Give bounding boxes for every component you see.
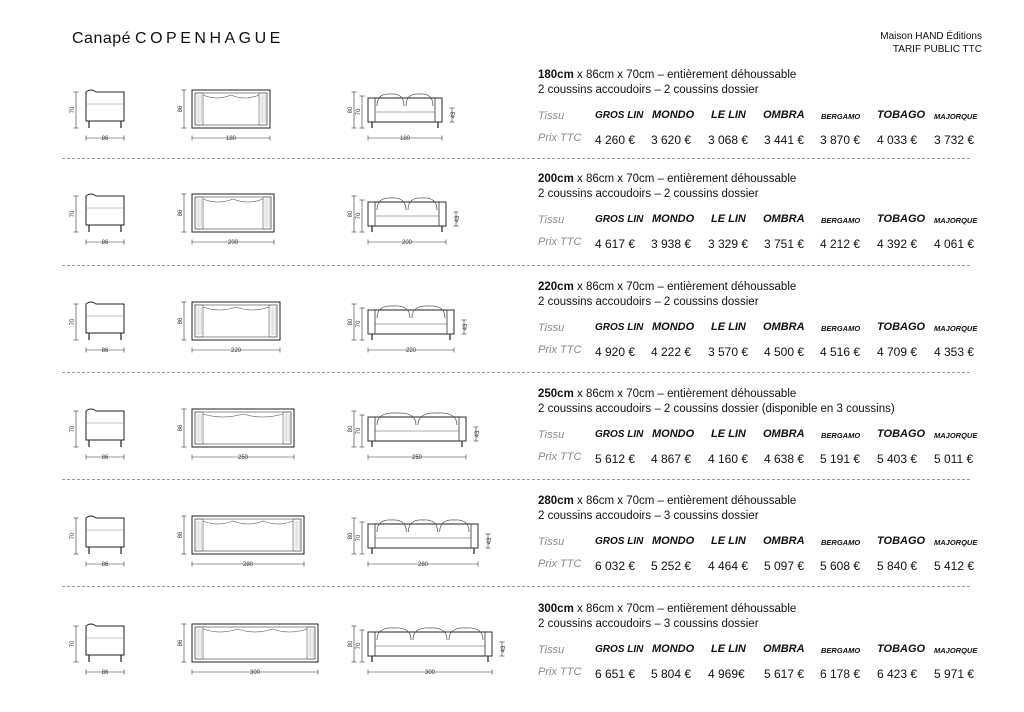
front-width-label: 220 (405, 348, 417, 354)
fabric-name: OMBRA (763, 428, 805, 440)
fabric-name: OMBRA (763, 643, 805, 655)
technical-drawings (62, 602, 532, 682)
model-dimensions (538, 172, 978, 187)
page-title (72, 30, 284, 48)
front-seat-height-label: 70 (356, 320, 362, 328)
side-height-label: 70 (70, 318, 76, 326)
price-value: 5 608 € (820, 559, 861, 573)
side-width-label: 86 (101, 240, 109, 246)
price-value: 3 570 € (708, 345, 749, 359)
fabric-name: GROS LIN (595, 110, 644, 121)
top-width-label: 200 (227, 240, 239, 246)
price-row (538, 554, 978, 576)
price-row-label: Prix TTC (538, 132, 582, 144)
model-info (538, 387, 978, 466)
tariff-label: TARIF PUBLIC TTC (892, 44, 982, 55)
fabric-name: GROS LIN (595, 429, 644, 440)
price-value: 3 620 € (651, 133, 692, 147)
fabric-header-row (538, 106, 978, 128)
price-value: 5 412 € (934, 559, 975, 573)
fabric-name: GROS LIN (595, 214, 644, 225)
price-row-label: Prix TTC (538, 666, 582, 678)
price-value: 4 464 € (708, 559, 749, 573)
top-view-drawing (178, 194, 274, 246)
price-row (538, 447, 978, 469)
price-row-label: Prix TTC (538, 236, 582, 248)
price-value: 6 651 € (595, 667, 636, 681)
price-table (538, 532, 978, 576)
price-value: 5 971 € (934, 667, 975, 681)
fabric-name: MAJORQUE (934, 216, 978, 225)
fabric-name: TOBAGO (877, 643, 926, 655)
front-seat-height-label: 70 (356, 642, 362, 650)
fabric-name: BERGAMO (821, 431, 861, 440)
price-value: 5 097 € (764, 559, 805, 573)
price-table (538, 425, 978, 469)
price-value: 4 500 € (764, 345, 805, 359)
model-dimensions (538, 494, 978, 509)
front-width-label: 180 (399, 136, 411, 142)
section-divider (62, 372, 970, 373)
fabric-name: LE LIN (711, 535, 746, 547)
fabric-name: OMBRA (763, 535, 805, 547)
fabric-name: GROS LIN (595, 322, 644, 333)
fabric-name: GROS LIN (595, 536, 644, 547)
fabric-header-row (538, 425, 978, 447)
price-value: 3 068 € (708, 133, 749, 147)
front-width-label: 200 (401, 240, 413, 246)
fabric-header-row (538, 210, 978, 232)
model-dimensions-rest: x 86cm x 70cm – entièrement déhoussable (573, 69, 797, 81)
fabric-name: OMBRA (763, 213, 805, 225)
side-height-label: 70 (70, 106, 76, 114)
fabric-name: MAJORQUE (934, 324, 978, 333)
fabric-row-label: Tissu (538, 214, 565, 226)
top-depth-label: 86 (178, 424, 184, 432)
price-value: 4 353 € (934, 345, 975, 359)
price-value: 6 423 € (877, 667, 918, 681)
front-width-label: 300 (424, 670, 436, 676)
front-height-label: 80 (348, 318, 354, 326)
price-value: 3 870 € (820, 133, 861, 147)
fabric-name: LE LIN (711, 428, 746, 440)
model-dimensions-rest: x 86cm x 70cm – entièrement déhoussable (573, 173, 797, 185)
technical-drawings (62, 280, 532, 360)
model-cushions: 2 coussins accoudoirs – 2 coussins dossier (538, 84, 759, 96)
fabric-name: BERGAMO (821, 646, 861, 655)
model-cushions: 2 coussins accoudoirs – 3 coussins dossier (538, 510, 759, 522)
side-view-drawing (70, 90, 124, 142)
front-seat-height-label: 70 (356, 534, 362, 542)
front-seat-height-label: 70 (356, 108, 362, 116)
model-info (538, 68, 978, 147)
model-dimensions-rest: x 86cm x 70cm – entièrement déhoussable (573, 388, 797, 400)
price-value: 3 329 € (708, 237, 749, 251)
front-seat-height-label: 70 (356, 427, 362, 435)
front-seat-depth-label: 43 (463, 323, 469, 331)
top-depth-label: 86 (178, 531, 184, 539)
model-cushions: 2 coussins accoudoirs – 2 coussins dossier (disponible en 3 coussins) (538, 403, 895, 415)
price-value: 5 617 € (764, 667, 805, 681)
front-view-drawing (348, 304, 469, 354)
model-length: 280cm (538, 495, 574, 507)
fabric-name: TOBAGO (877, 428, 926, 440)
fabric-name: LE LIN (711, 643, 746, 655)
section-divider (62, 479, 970, 480)
fabric-name: MAJORQUE (934, 112, 978, 121)
side-view-drawing (70, 194, 124, 246)
front-seat-depth-label: 43 (451, 111, 457, 119)
top-width-label: 300 (249, 670, 261, 676)
front-height-label: 80 (348, 210, 354, 218)
side-view-drawing (70, 624, 124, 676)
side-width-label: 86 (101, 136, 109, 142)
fabric-name: BERGAMO (821, 112, 861, 121)
top-depth-label: 86 (178, 209, 184, 217)
side-width-label: 86 (101, 562, 109, 568)
price-value: 4 061 € (934, 237, 975, 251)
model-length: 200cm (538, 173, 574, 185)
front-seat-height-label: 70 (356, 212, 362, 220)
front-height-label: 80 (348, 106, 354, 114)
front-seat-depth-label: 43 (501, 645, 507, 653)
technical-drawings (62, 387, 532, 467)
price-value: 4 920 € (595, 345, 636, 359)
model-length: 300cm (538, 603, 574, 615)
fabric-name: TOBAGO (877, 535, 926, 547)
side-width-label: 86 (101, 670, 109, 676)
fabric-name: MAJORQUE (934, 538, 978, 547)
fabric-name: TOBAGO (877, 109, 926, 121)
fabric-name: MAJORQUE (934, 646, 978, 655)
front-height-label: 80 (348, 640, 354, 648)
model-dimensions-rest: x 86cm x 70cm – entièrement déhoussable (573, 281, 797, 293)
model-cushions: 2 coussins accoudoirs – 2 coussins dossier (538, 296, 759, 308)
price-value: 6 032 € (595, 559, 636, 573)
price-value: 5 804 € (651, 667, 692, 681)
front-view-drawing (348, 92, 457, 142)
front-seat-depth-label: 43 (475, 430, 481, 438)
fabric-name: OMBRA (763, 321, 805, 333)
fabric-name: MONDO (652, 428, 695, 440)
side-width-label: 86 (101, 348, 109, 354)
price-row-label: Prix TTC (538, 451, 582, 463)
price-value: 6 178 € (820, 667, 861, 681)
price-value: 5 403 € (877, 452, 918, 466)
fabric-name: LE LIN (711, 213, 746, 225)
fabric-name: MONDO (652, 535, 695, 547)
fabric-name: OMBRA (763, 109, 805, 121)
fabric-row-label: Tissu (538, 322, 565, 334)
top-view-drawing (178, 302, 280, 354)
price-row-label: Prix TTC (538, 344, 582, 356)
side-height-label: 70 (70, 425, 76, 433)
price-value: 4 516 € (820, 345, 861, 359)
top-view-drawing (178, 409, 294, 461)
front-seat-depth-label: 43 (487, 537, 493, 545)
model-info (538, 280, 978, 359)
model-dimensions (538, 602, 978, 617)
fabric-name: MONDO (652, 109, 695, 121)
fabric-header-row (538, 532, 978, 554)
model-dimensions (538, 280, 978, 295)
section-divider (62, 158, 970, 159)
fabric-row-label: Tissu (538, 536, 565, 548)
side-height-label: 70 (70, 210, 76, 218)
front-view-drawing (348, 626, 507, 676)
side-height-label: 70 (70, 532, 76, 540)
top-width-label: 220 (230, 348, 242, 354)
top-width-label: 180 (225, 136, 237, 142)
front-view-drawing (348, 411, 481, 461)
fabric-name: BERGAMO (821, 538, 861, 547)
price-table (538, 318, 978, 362)
fabric-name: GROS LIN (595, 644, 644, 655)
front-seat-depth-label: 43 (455, 215, 461, 223)
price-value: 3 751 € (764, 237, 805, 251)
price-value: 4 260 € (595, 133, 636, 147)
model-info (538, 602, 978, 681)
fabric-name: TOBAGO (877, 213, 926, 225)
top-view-drawing (178, 90, 270, 142)
price-value: 5 191 € (820, 452, 861, 466)
top-depth-label: 86 (178, 317, 184, 325)
fabric-row-label: Tissu (538, 110, 565, 122)
model-info (538, 172, 978, 251)
fabric-name: BERGAMO (821, 324, 861, 333)
side-view-drawing (70, 302, 124, 354)
price-value: 5 840 € (877, 559, 918, 573)
section-divider (62, 265, 970, 266)
model-dimensions (538, 387, 978, 402)
technical-drawings (62, 172, 532, 252)
technical-drawings (62, 68, 532, 148)
price-value: 4 392 € (877, 237, 918, 251)
model-cushions: 2 coussins accoudoirs – 3 coussins dossier (538, 618, 759, 630)
price-value: 4 617 € (595, 237, 636, 251)
fabric-header-row (538, 640, 978, 662)
price-value: 5 011 € (934, 452, 974, 466)
price-value: 4 212 € (820, 237, 861, 251)
side-view-drawing (70, 409, 124, 461)
technical-drawings (62, 494, 532, 574)
price-table (538, 640, 978, 684)
price-row (538, 128, 978, 150)
top-width-label: 250 (237, 455, 249, 461)
price-table (538, 106, 978, 150)
model-length: 250cm (538, 388, 574, 400)
price-value: 4 867 € (651, 452, 692, 466)
price-row-label: Prix TTC (538, 558, 582, 570)
top-view-drawing (178, 516, 304, 568)
fabric-name: MONDO (652, 321, 695, 333)
side-width-label: 86 (101, 455, 109, 461)
model-length: 180cm (538, 69, 574, 81)
section-divider (62, 586, 970, 587)
model-dimensions (538, 68, 978, 83)
side-view-drawing (70, 516, 124, 568)
fabric-name: MONDO (652, 643, 695, 655)
model-cushions: 2 coussins accoudoirs – 2 coussins dossier (538, 188, 759, 200)
price-value: 4 709 € (877, 345, 918, 359)
fabric-row-label: Tissu (538, 644, 565, 656)
brand-name: Maison HAND Éditions (880, 31, 982, 42)
price-value: 5 252 € (651, 559, 692, 573)
top-depth-label: 86 (178, 105, 184, 113)
price-value: 5 612 € (595, 452, 636, 466)
price-value: 3 441 € (764, 133, 805, 147)
top-width-label: 280 (242, 562, 254, 568)
front-view-drawing (348, 196, 461, 246)
front-width-label: 250 (411, 455, 423, 461)
fabric-name: LE LIN (711, 109, 746, 121)
model-info (538, 494, 978, 573)
price-row (538, 232, 978, 254)
front-height-label: 80 (348, 425, 354, 433)
fabric-name: TOBAGO (877, 321, 926, 333)
price-row (538, 340, 978, 362)
price-value: 4 222 € (651, 345, 692, 359)
price-value: 3 938 € (651, 237, 692, 251)
title-prefix: Canapé (72, 30, 132, 47)
brand-block (880, 30, 982, 56)
model-dimensions-rest: x 86cm x 70cm – entièrement déhoussable (573, 603, 797, 615)
front-width-label: 280 (417, 562, 429, 568)
fabric-name: MAJORQUE (934, 431, 978, 440)
price-value: 4 638 € (764, 452, 805, 466)
fabric-name: LE LIN (711, 321, 746, 333)
price-value: 4 160 € (708, 452, 749, 466)
price-value: 4 033 € (877, 133, 918, 147)
price-value: 4 969€ (708, 667, 745, 681)
fabric-name: BERGAMO (821, 216, 861, 225)
top-view-drawing (178, 624, 318, 676)
top-depth-label: 86 (178, 639, 184, 647)
side-height-label: 70 (70, 640, 76, 648)
fabric-name: MONDO (652, 213, 695, 225)
price-table (538, 210, 978, 254)
front-height-label: 80 (348, 532, 354, 540)
model-length: 220cm (538, 281, 574, 293)
price-value: 3 732 € (934, 133, 975, 147)
front-view-drawing (348, 518, 493, 568)
fabric-row-label: Tissu (538, 429, 565, 441)
fabric-header-row (538, 318, 978, 340)
price-row (538, 662, 978, 684)
title-model-name: COPENHAGUE (135, 30, 284, 47)
model-dimensions-rest: x 86cm x 70cm – entièrement déhoussable (573, 495, 797, 507)
